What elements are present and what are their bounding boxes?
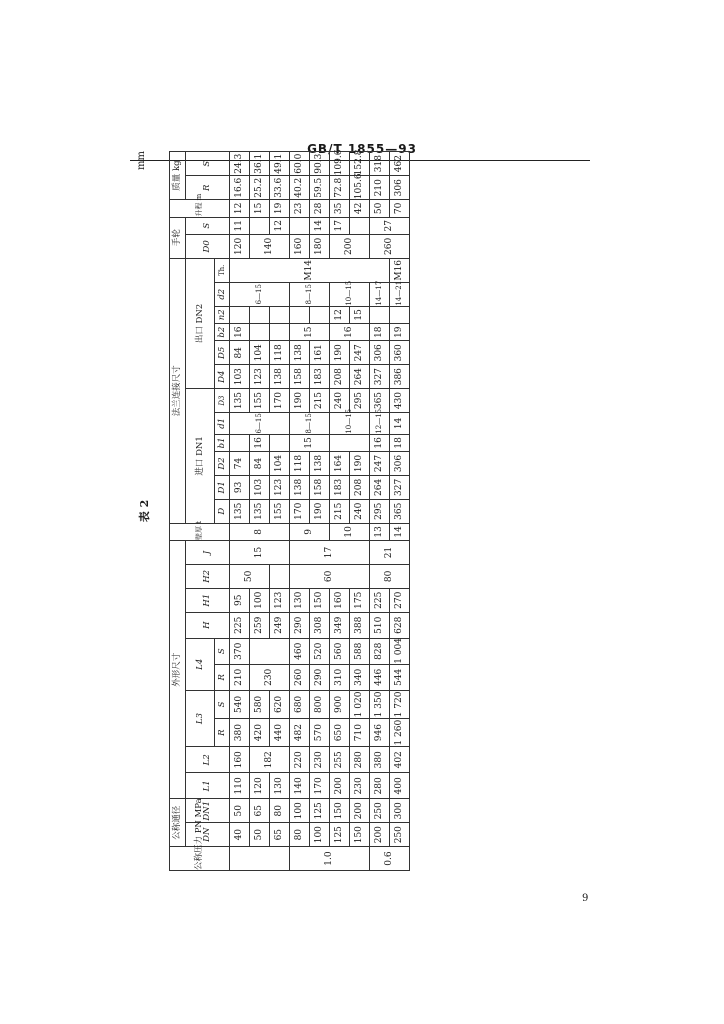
cell: 140 xyxy=(290,773,310,799)
cell: 160 xyxy=(330,588,350,612)
header-l3-r: R xyxy=(215,719,230,747)
cell: 520 xyxy=(310,638,330,664)
header-weight: 质量 kg xyxy=(170,152,186,200)
header-inlet-z1: d1 xyxy=(215,413,230,435)
cell: 19 xyxy=(390,324,410,341)
header-inlet-d: D xyxy=(215,499,230,523)
header-l3-s: S xyxy=(215,690,230,718)
cell: 125 xyxy=(310,799,330,823)
cell: 208 xyxy=(330,365,350,389)
cell: 50 xyxy=(250,823,270,847)
cell: 15 xyxy=(250,200,270,217)
cell: 80 xyxy=(290,823,310,847)
cell: 210 xyxy=(370,176,390,200)
cell: 225 xyxy=(370,588,390,612)
cell: 42 xyxy=(350,200,370,217)
cell: 100 xyxy=(290,799,310,823)
cell: 388 xyxy=(350,612,370,638)
cell: 50 xyxy=(230,564,270,588)
cell: 138 xyxy=(270,365,290,389)
cell: 680 xyxy=(290,690,310,718)
cell: 123 xyxy=(270,475,290,499)
cell: 570 xyxy=(310,719,330,747)
cell: 230 xyxy=(310,747,330,773)
cell: 138 xyxy=(310,452,330,476)
cell: 130 xyxy=(270,773,290,799)
cell: 72.8 xyxy=(330,176,350,200)
header-lift: 升程 m xyxy=(170,200,230,217)
cell: 225 xyxy=(230,612,250,638)
cell: 180 xyxy=(310,234,330,258)
cell: 215 xyxy=(330,499,350,523)
header-h: H xyxy=(186,612,230,638)
header-outlet-d5: D5 xyxy=(215,341,230,365)
header-h2: H2 xyxy=(186,564,230,588)
cell xyxy=(250,638,290,664)
cell: 70 xyxy=(390,200,410,217)
cell: 160 xyxy=(290,234,310,258)
cell: 12 xyxy=(230,200,250,217)
cell: 210 xyxy=(230,664,250,690)
header-l4: L4 xyxy=(186,638,215,690)
cell: 109.6 xyxy=(330,152,350,176)
cell: 161 xyxy=(310,341,330,365)
cell: 14 xyxy=(390,413,410,435)
cell: 140 xyxy=(250,234,290,258)
cell: 65 xyxy=(250,799,270,823)
header-outlet-b2: b2 xyxy=(215,324,230,341)
cell: 280 xyxy=(350,747,370,773)
cell xyxy=(290,306,310,323)
cell: 183 xyxy=(310,365,330,389)
header-inlet: 进口 DN1 xyxy=(186,389,215,524)
cell xyxy=(310,306,330,323)
cell: 50 xyxy=(370,200,390,217)
cell: 27 xyxy=(370,217,410,234)
cell: 6—15 xyxy=(230,413,290,435)
cell: 105.6 xyxy=(350,176,370,200)
header-dn: DN xyxy=(186,823,230,847)
header-nominal-diameter: 公称通径 xyxy=(170,799,186,847)
header-h1: H1 xyxy=(186,588,230,612)
cell: 260 xyxy=(290,664,310,690)
cell: 40 xyxy=(230,823,250,847)
cell xyxy=(370,306,390,323)
cell: 100 xyxy=(310,823,330,847)
cell: 33.6 xyxy=(270,176,290,200)
cell: 16.6 xyxy=(230,176,250,200)
cell xyxy=(290,217,310,234)
cell: 16 xyxy=(230,324,250,341)
cell: 16 xyxy=(250,434,270,451)
cell: 300 xyxy=(390,799,410,823)
cell: 1 350 xyxy=(370,690,390,718)
cell: 150 xyxy=(310,588,330,612)
header-l2: L2 xyxy=(186,747,230,773)
cell: 340 xyxy=(350,664,370,690)
cell xyxy=(330,434,370,451)
table-row xyxy=(390,152,410,871)
cell: 170 xyxy=(290,499,310,523)
cell: 215 xyxy=(310,389,330,413)
cell: 74 xyxy=(230,452,250,476)
cell: 310 xyxy=(330,664,350,690)
header-outlet-d4: D4 xyxy=(215,365,230,389)
cell: 23 xyxy=(290,200,310,217)
cell xyxy=(270,434,290,451)
cell: 15 xyxy=(230,541,290,565)
cell: 6—15 xyxy=(230,282,290,306)
cell: 155 xyxy=(250,389,270,413)
cell: 580 xyxy=(250,690,270,718)
cell: 190 xyxy=(290,389,310,413)
cell xyxy=(270,324,290,341)
cell: 155 xyxy=(270,499,290,523)
cell: 260 xyxy=(370,234,410,258)
cell: 306 xyxy=(370,341,390,365)
cell: 175 xyxy=(350,588,370,612)
cell: 17 xyxy=(330,217,350,234)
cell: 170 xyxy=(310,773,330,799)
cell xyxy=(250,324,270,341)
cell: 60 xyxy=(290,564,370,588)
cell: 8—15 xyxy=(290,282,330,306)
cell: 14 xyxy=(390,523,410,540)
cell: 135 xyxy=(250,499,270,523)
cell: 200 xyxy=(330,773,350,799)
cell: 620 xyxy=(270,690,290,718)
cell: 946 xyxy=(370,719,390,747)
cell: 84 xyxy=(250,452,270,476)
cell: 588 xyxy=(350,638,370,664)
cell: 103 xyxy=(250,475,270,499)
cell: 24.3 xyxy=(230,152,250,176)
cell: 118 xyxy=(270,341,290,365)
cell: 125 xyxy=(330,823,350,847)
cell: 270 xyxy=(390,588,410,612)
cell: 440 xyxy=(270,719,290,747)
cell: 16 xyxy=(330,324,370,341)
cell: 12 xyxy=(270,217,290,234)
cell: 220 xyxy=(290,747,310,773)
cell: 280 xyxy=(370,773,390,799)
cell: 164 xyxy=(330,452,350,476)
header-outer-dims: 外形尺寸 xyxy=(170,541,186,799)
cell: 365 xyxy=(390,499,410,523)
cell: 540 xyxy=(230,690,250,718)
cell: 21 xyxy=(370,541,410,565)
header-j: J xyxy=(186,541,230,565)
cell: 110 xyxy=(230,773,250,799)
cell: 25.2 xyxy=(250,176,270,200)
cell: 306 xyxy=(390,452,410,476)
cell: 49.1 xyxy=(270,152,290,176)
cell xyxy=(350,217,370,234)
cell: 200 xyxy=(330,234,370,258)
cell: 295 xyxy=(370,499,390,523)
cell: M14 xyxy=(230,258,390,282)
cell: 14 xyxy=(310,217,330,234)
cell: 190 xyxy=(330,341,350,365)
header-handwheel: 手轮 xyxy=(170,217,186,258)
cell: 18 xyxy=(370,324,390,341)
header-flange: 法兰连接尺寸 xyxy=(170,258,186,523)
cell: 158 xyxy=(290,365,310,389)
cell: 13 xyxy=(370,523,390,540)
cell: 150 xyxy=(350,823,370,847)
cell: 84 xyxy=(230,341,250,365)
cell: 90.3 xyxy=(310,152,330,176)
cell: 240 xyxy=(330,389,350,413)
header-l4-s: S xyxy=(215,638,230,664)
cell: 15 xyxy=(290,324,330,341)
cell: 12—15 xyxy=(370,413,390,435)
cell: 59.5 xyxy=(310,176,330,200)
cell: 152.8 xyxy=(350,152,370,176)
cell: 828 xyxy=(370,638,390,664)
cell: 190 xyxy=(350,452,370,476)
cell: 17 xyxy=(290,541,370,565)
cell: 402 xyxy=(390,747,410,773)
header-inlet-d1: D1 xyxy=(215,475,230,499)
header-weight-r: R xyxy=(186,176,230,200)
cell: 35 xyxy=(330,200,350,217)
spec-table xyxy=(169,151,410,871)
cell: 420 xyxy=(250,719,270,747)
cell: 19 xyxy=(270,200,290,217)
cell: 1 020 xyxy=(350,690,370,718)
cell: 710 xyxy=(350,719,370,747)
cell: 230 xyxy=(350,773,370,799)
cell: 460 xyxy=(290,638,310,664)
cell: 40.2 xyxy=(290,176,310,200)
cell: 170 xyxy=(270,389,290,413)
cell: 327 xyxy=(370,365,390,389)
cell: 15 xyxy=(350,306,370,323)
cell: 10—15 xyxy=(330,413,370,435)
header-bolt-th: Th. xyxy=(215,258,230,282)
cell: 104 xyxy=(250,341,270,365)
cell xyxy=(270,306,290,323)
unit-label: mm xyxy=(136,151,147,170)
cell: 800 xyxy=(310,690,330,718)
cell-pn: 0.6 xyxy=(370,847,410,871)
cell: 123 xyxy=(250,365,270,389)
cell: 138 xyxy=(290,475,310,499)
cell: 544 xyxy=(390,664,410,690)
cell: 290 xyxy=(310,664,330,690)
header-outlet-z2: d2 xyxy=(215,282,230,306)
page-number: 9 xyxy=(582,893,589,904)
cell: 36.1 xyxy=(250,152,270,176)
table-caption: 表 2 xyxy=(138,499,151,523)
cell: 290 xyxy=(290,612,310,638)
cell: 264 xyxy=(370,475,390,499)
cell: 1 004 xyxy=(390,638,410,664)
cell: 1 720 xyxy=(390,690,410,718)
header-pn: 公称压力 PN MPa xyxy=(170,847,230,871)
cell xyxy=(230,434,250,451)
cell: 16 xyxy=(370,434,390,451)
cell: 10—15 xyxy=(330,282,370,306)
cell: 400 xyxy=(390,773,410,799)
table-row xyxy=(230,152,250,871)
cell: 138 xyxy=(290,341,310,365)
cell: 200 xyxy=(350,799,370,823)
cell: 80 xyxy=(270,799,290,823)
cell: 365 xyxy=(370,389,390,413)
cell: 446 xyxy=(370,664,390,690)
header-dn1: DN1 xyxy=(186,799,230,823)
cell: 249 xyxy=(270,612,290,638)
cell: 650 xyxy=(330,719,350,747)
cell: 482 xyxy=(290,719,310,747)
cell: 15 xyxy=(290,434,330,451)
cell: 123 xyxy=(270,588,290,612)
header-handwheel-d: D0 xyxy=(186,234,230,258)
cell: 10 xyxy=(330,523,370,540)
cell: 230 xyxy=(250,664,290,690)
cell: 250 xyxy=(370,799,390,823)
cell: 150 xyxy=(330,799,350,823)
cell: 628 xyxy=(390,612,410,638)
cell: 318 xyxy=(370,152,390,176)
cell: 380 xyxy=(370,747,390,773)
cell: 100 xyxy=(250,588,270,612)
table-container xyxy=(136,149,410,871)
header-weight-s: S xyxy=(186,152,230,176)
cell: 135 xyxy=(230,389,250,413)
cell: 327 xyxy=(390,475,410,499)
cell: 259 xyxy=(250,612,270,638)
cell: 28 xyxy=(310,200,330,217)
cell: 9 xyxy=(290,523,330,540)
cell: 158 xyxy=(310,475,330,499)
cell: 135 xyxy=(230,499,250,523)
header-outlet-n2: n2 xyxy=(215,306,230,323)
header-wall: 壁厚 t xyxy=(170,523,230,540)
cell: 14—21 xyxy=(390,282,410,306)
cell: 104 xyxy=(270,452,290,476)
cell: 255 xyxy=(330,747,350,773)
header-inlet-d2: D2 xyxy=(215,452,230,476)
cell xyxy=(250,306,270,323)
cell: 50 xyxy=(230,799,250,823)
cell: 247 xyxy=(350,341,370,365)
cell xyxy=(390,306,410,323)
cell: 510 xyxy=(370,612,390,638)
cell: 183 xyxy=(330,475,350,499)
cell: 264 xyxy=(350,365,370,389)
cell: 130 xyxy=(290,588,310,612)
cell: 295 xyxy=(350,389,370,413)
cell: 250 xyxy=(390,823,410,847)
cell: 190 xyxy=(310,499,330,523)
header-outlet: 出口 DN2 xyxy=(186,258,215,388)
cell: M16 xyxy=(390,258,410,282)
cell: 430 xyxy=(390,389,410,413)
cell: 247 xyxy=(370,452,390,476)
cell: 120 xyxy=(230,234,250,258)
cell: 65 xyxy=(270,823,290,847)
cell: 360 xyxy=(390,341,410,365)
cell: 11 xyxy=(230,217,250,234)
cell: 8—15 xyxy=(290,413,330,435)
cell: 370 xyxy=(230,638,250,664)
cell: 208 xyxy=(350,475,370,499)
cell-pn xyxy=(230,847,290,871)
cell: 560 xyxy=(330,638,350,664)
header-inlet-b1: b1 xyxy=(215,434,230,451)
cell: 18 xyxy=(390,434,410,451)
cell: 160 xyxy=(230,747,250,773)
cell: 200 xyxy=(370,823,390,847)
cell: 80 xyxy=(370,564,410,588)
cell: 12 xyxy=(330,306,350,323)
header-outlet-d3: D3 xyxy=(215,389,230,413)
cell: 120 xyxy=(250,773,270,799)
header-handwheel-s: S xyxy=(186,217,230,234)
cell: 386 xyxy=(390,365,410,389)
cell xyxy=(250,217,270,234)
cell: 95 xyxy=(230,588,250,612)
cell: 1 260 xyxy=(390,719,410,747)
cell xyxy=(230,306,250,323)
header-l4-r: R xyxy=(215,664,230,690)
cell xyxy=(270,564,290,588)
cell: 8 xyxy=(230,523,290,540)
cell: 14—17 xyxy=(370,282,390,306)
cell: 900 xyxy=(330,690,350,718)
header-l1: L1 xyxy=(186,773,230,799)
cell-pn: 1.0 xyxy=(290,847,370,871)
cell: 349 xyxy=(330,612,350,638)
cell: 462 xyxy=(390,152,410,176)
cell: 308 xyxy=(310,612,330,638)
cell: 306 xyxy=(390,176,410,200)
cell: 380 xyxy=(230,719,250,747)
cell: 240 xyxy=(350,499,370,523)
cell: 182 xyxy=(250,747,290,773)
cell: 103 xyxy=(230,365,250,389)
cell: 60.0 xyxy=(290,152,310,176)
cell: 93 xyxy=(230,475,250,499)
standard-code-header: GB/T 1855—93 xyxy=(307,142,417,156)
cell: 118 xyxy=(290,452,310,476)
header-l3: L3 xyxy=(186,690,215,746)
